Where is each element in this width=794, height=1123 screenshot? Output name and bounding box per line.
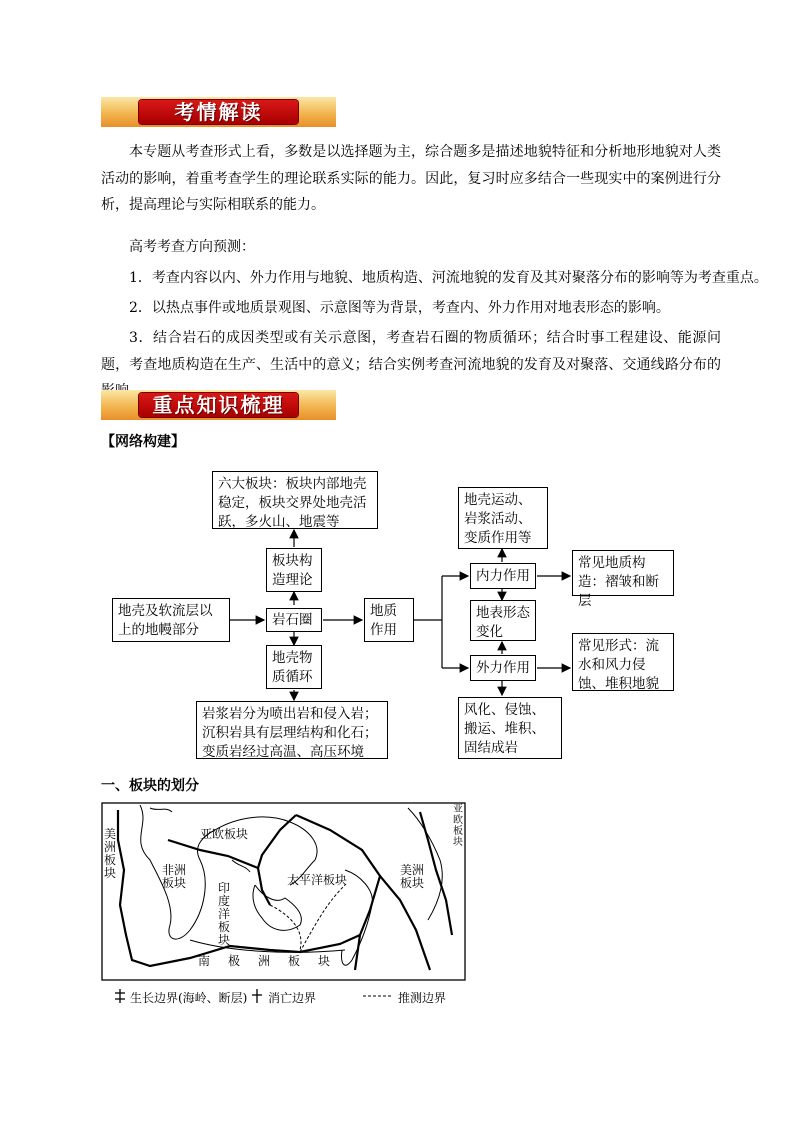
forecast-item-1: 1．考查内容以内、外力作用与地貌、地质构造、河流地貌的发育及其对聚落分布的影响等为考查重点。: [129, 270, 768, 286]
legend-subduction: 消亡边界: [268, 991, 317, 1005]
forecast-title: 高考考查方向预测：: [129, 239, 255, 255]
plates-heading: 一、板块的划分: [101, 778, 199, 794]
network-title: 【网络构建】: [101, 434, 185, 450]
box-plate-theory: 板块构造理论: [266, 548, 322, 592]
box-surface-change: 地表形态变化: [470, 600, 536, 641]
map-label-african: 非洲板块: [162, 863, 187, 890]
map-label-american-right: 美洲板块: [400, 863, 425, 890]
legend-growth: 生长边界(海岭、断层): [130, 991, 248, 1005]
forecast-item-2: 2．以热点事件或地质景观图、示意图等为背景，考查内、外力作用对地表形态的影响。: [129, 300, 670, 316]
banner-title: 考情解读: [174, 100, 263, 124]
forecast-item-3: 3．结合岩石的成因类型或有关示意图，考查岩石圈的物质循环；结合时事工程建设、能源问题，考查地质构造在生产、生活中的意义；结合实例考查河流地貌的发育及对聚落、交通线路分布的: [101, 330, 721, 373]
box-rocks: 岩浆岩分为喷出岩和侵入岩；沉积岩具有层理结构和化石；变质岩经过高温、高压环境: [196, 701, 388, 759]
intro-paragraph: 本专题从考查形式上看，多数是以选择题为主，综合题多是描述地貌特征和分析地形地貌对人类活动的影响，着重考查学生的理论联系实际的能力。因此，复习时应多结合一些现实中的案例进行分析，提高理论与实际相联系的能力。: [101, 144, 721, 213]
map-label-pacific: 太平洋板块: [287, 873, 348, 887]
box-geo-action: 地质作用: [364, 598, 414, 642]
map-label-eurasian: 亚欧板块: [200, 827, 249, 841]
legend-inferred: 推测边界: [398, 991, 447, 1005]
box-crust-mantle: 地壳及软流层以上的地幔部分: [112, 598, 230, 642]
box-internal-processes: 地壳运动、岩浆活动、变质作用等: [458, 487, 548, 549]
box-lithosphere: 岩石圈: [266, 608, 322, 632]
box-six-plates: 六大板块：板块内部地壳稳定，板块交界处地壳活跃，多火山、地震等: [212, 471, 378, 529]
box-external-processes: 风化、侵蚀、搬运、堆积、固结成岩: [458, 697, 562, 759]
map-label-indian: 印度洋板块: [218, 881, 231, 947]
box-structures: 常见地质构造：褶皱和断层: [572, 550, 674, 596]
box-internal-force: 内力作用: [470, 563, 536, 589]
banner-title: 重点知识梳理: [152, 393, 285, 417]
box-external-forms: 常见形式：流水和风力侵蚀、堆积地貌: [572, 633, 674, 691]
map-label-eurasian-right: 亚欧板块: [453, 804, 463, 848]
map-label-american-left: 美洲板块: [104, 827, 117, 880]
box-external-force: 外力作用: [470, 655, 536, 681]
map-label-antarctic: 南极洲板块: [198, 954, 349, 968]
box-material-cycle: 地壳物质循环: [266, 645, 322, 689]
